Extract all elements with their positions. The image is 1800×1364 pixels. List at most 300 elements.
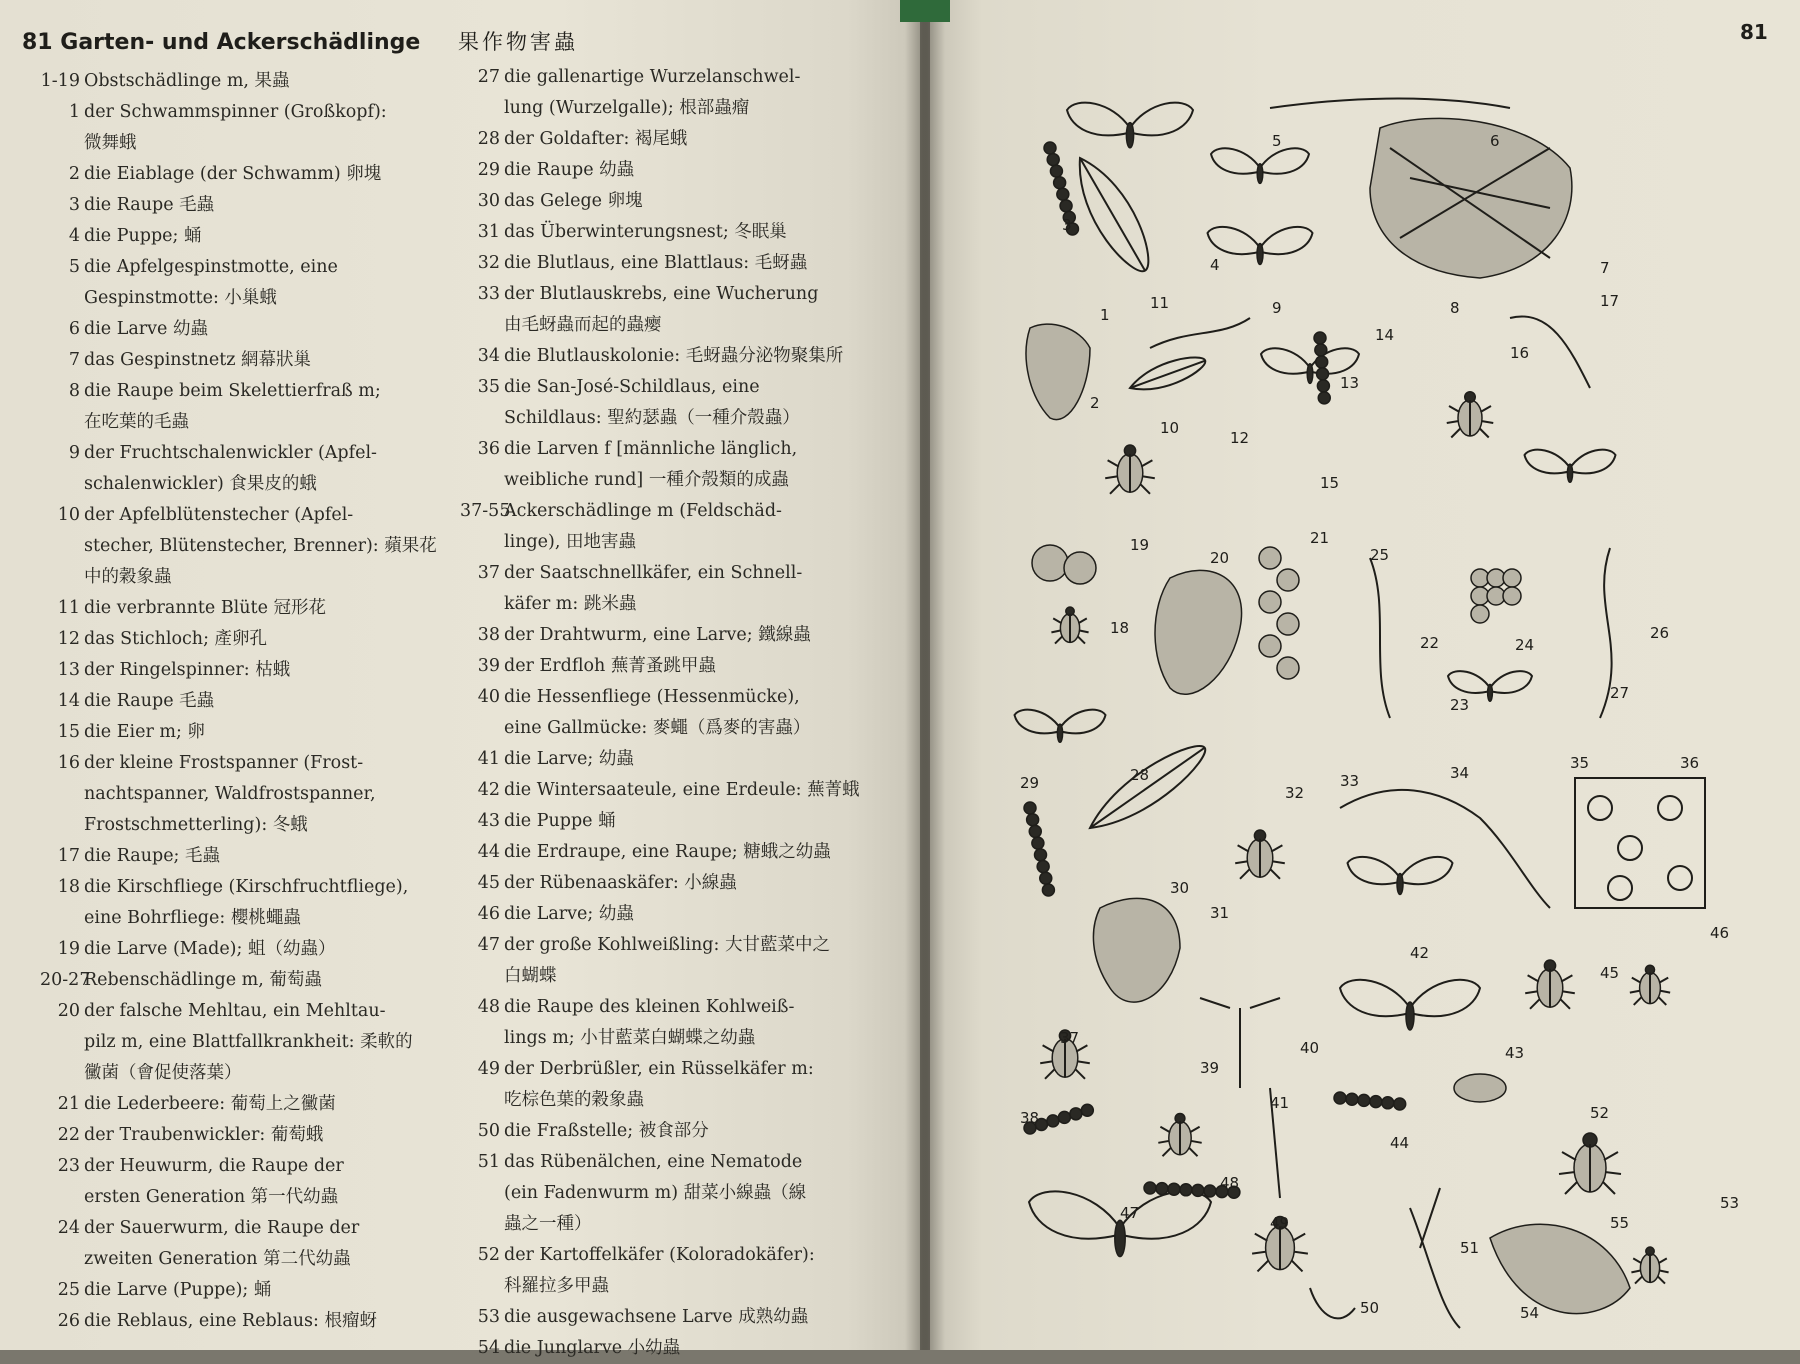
entry-text: der Blutlauskrebs, eine Wucherung [504,284,819,304]
flea-beetle-39-leg [1163,1148,1171,1156]
frost-moth-16-leg [1447,421,1459,423]
flea-beetle-39-leg [1189,1148,1197,1156]
moth-1-body [1126,123,1133,148]
legend-entry [40,624,460,655]
moth-22-wing-right [1490,671,1532,693]
entry-text: die Raupe; 毛蟲 [84,846,221,866]
entry-text: die Larve; 幼蟲 [504,904,634,924]
entry-number: 34 [477,346,500,366]
entry-continuation: lung (Wurzelgalle); 根部蟲瘤 [504,98,750,118]
moth-9-body [1257,244,1263,265]
entry-continuation: 科羅拉多甲蟲 [504,1276,609,1296]
entry-number: 10 [57,505,80,525]
caterpillar-48-segment [1144,1182,1156,1194]
entry-number: 7 [68,350,80,370]
entry-text: Ackerschädlinge m (Feldschäd- [504,501,782,521]
entry-text: Obstschädlinge m, 果蟲 [84,71,290,91]
entry-number: 18 [57,877,80,897]
entry-text: das Gelege 卵塊 [504,191,643,211]
flea-beetle-39-leg [1158,1141,1169,1143]
moth-13-wing-left [1261,348,1310,373]
figure-label: 3 [1062,216,1072,234]
fly-18-leg [1053,618,1061,623]
entry-number: 47 [477,935,500,955]
beetle-10-leg [1108,460,1119,466]
caterpillar-3-segment [1057,188,1069,200]
entry-number: 3 [68,195,80,215]
legend-entry [40,1151,460,1213]
entry-number: 49 [477,1059,500,1079]
potato-beetle-52-leg [1559,1172,1575,1174]
entry-text: die ausgewachsene Larve 成熟幼蟲 [504,1307,809,1327]
entry-text: die Eier m; 卵 [84,722,205,742]
legend-entry [40,841,460,872]
caterpillar-3-segment [1047,154,1059,166]
caterpillar-14-segment [1316,356,1328,368]
butterfly-47-body [1115,1220,1125,1256]
cutworm-44-segment [1334,1092,1346,1104]
larva-53-leg [1658,1276,1665,1283]
entry-number: 29 [477,160,500,180]
caterpillar-29-segment [1032,837,1044,849]
nest-31 [1093,898,1180,1002]
aphid-32-leg [1270,869,1280,879]
potato-beetle-52-leg [1604,1152,1618,1160]
entry-number: 37-55 [460,501,511,521]
legend-entry [460,775,900,806]
potato-beetle-52-leg [1603,1182,1615,1194]
beetle-10-leg [1105,476,1118,478]
entry-number: 35 [477,377,500,397]
legend-entry [40,500,460,593]
figure-label: 34 [1450,764,1470,782]
caterpillar-48-segment [1180,1184,1192,1196]
entry-text: Rebenschädlinge m, 葡萄蟲 [84,970,322,990]
entry-text: das Rübenälchen, eine Nematode [504,1152,803,1172]
cherry-19b [1064,552,1096,584]
figure-label: 1 [1100,306,1110,324]
legend-entry [460,248,900,279]
entry-number: 17 [57,846,80,866]
wireworm-38-segment [1081,1104,1093,1116]
moth-28-wing-right [1060,710,1106,734]
pupa-43 [1454,1074,1506,1102]
frost-moth-male-body [1567,464,1572,482]
beetle-37-leg [1040,1061,1053,1063]
entry-text: die Larve (Puppe); 蛹 [84,1280,272,1300]
caterpillar-14-segment [1315,344,1327,356]
moth-9-wing-left [1208,227,1261,254]
entry-text: die Larve (Made); 蛆（幼蟲） [84,939,336,959]
entry-number: 19 [57,939,80,959]
entry-continuation: lings m; 小甘藍菜白蝴蝶之幼蟲 [504,1028,756,1048]
figure-label: 2 [1090,394,1100,412]
entry-continuation: eine Gallmücke: 麥蠅（爲麥的害蟲） [504,718,811,738]
entry-text: die Erdraupe, eine Raupe; 糖蛾之幼蟲 [504,842,831,862]
twig-11 [1150,318,1250,348]
entry-number: 20 [57,1001,80,1021]
figure-label: 18 [1110,619,1130,637]
figure-label: 52 [1590,1104,1610,1122]
figure-label: 25 [1370,546,1390,564]
entry-text: die Apfelgespinstmotte, eine [84,257,338,277]
entry-continuation: stecher, Blütenstecher, Brenner): 蘋果花 [84,536,437,556]
legend-entry [40,314,460,345]
figure-label: 39 [1200,1059,1220,1077]
wireworm-38-segment [1047,1115,1059,1127]
aphid-32-leg [1271,845,1282,851]
figure-label: 54 [1520,1304,1540,1322]
entry-number: 13 [57,660,80,680]
legend-entry [460,1116,900,1147]
potato-beetle-52-leg [1565,1182,1577,1194]
entry-continuation: 吃棕色葉的穀象蟲 [504,1090,644,1110]
figure-label: 53 [1720,1194,1740,1212]
beetle-10-leg [1142,476,1155,478]
cutworm-44-segment [1346,1093,1358,1105]
cutworm-44-segment [1358,1094,1370,1106]
entry-text: der Ringelspinner: 枯蛾 [84,660,291,680]
figure-label: 48 [1220,1174,1240,1192]
entry-number: 16 [57,753,80,773]
entry-text: der Kartoffelkäfer (Koloradokäfer): [504,1245,815,1265]
entry-text: die Raupe des kleinen Kohlweiß- [504,997,795,1017]
entry-continuation: zweiten Generation 第二代幼蟲 [84,1249,351,1269]
figure-label: 12 [1230,429,1250,447]
entry-continuation: 白蝴蝶 [504,966,557,986]
entry-number: 8 [68,381,80,401]
entry-number: 12 [57,629,80,649]
frost-moth-16-leg [1451,429,1460,438]
entry-text: der Apfelblütenstecher (Apfel- [84,505,354,525]
entry-number: 24 [57,1218,80,1238]
frost-moth-16-leg [1481,406,1492,412]
entry-number: 53 [477,1307,500,1327]
entry-number: 23 [57,1156,80,1176]
figure-label: 45 [1600,964,1620,982]
legend-entry [460,155,900,186]
figure-label: 31 [1210,904,1230,922]
potato-beetle-52-leg [1605,1172,1621,1174]
grapes-22 [1471,605,1489,623]
figure-label: 5 [1272,132,1282,150]
legend-entry [460,930,900,992]
page-title-chinese: 果作物害蟲 [458,30,579,54]
entry-text: die Hessenfliege (Hessenmücke), [504,687,800,707]
legend-entry [40,996,460,1089]
larva-53-leg [1633,1258,1641,1263]
legend-entry [40,686,460,717]
figure-label: 27 [1610,684,1630,702]
entry-number: 46 [477,904,500,924]
entry-text: die Raupe 幼蟲 [504,160,635,180]
branch-33 [1340,790,1550,908]
scale-36 [1588,796,1612,820]
moth-42-wing-right [1410,980,1480,1016]
figure-label: 49 [1270,1214,1290,1232]
entry-text: die Kirschfliege (Kirschfruchtfliege), [84,877,409,897]
entry-number: 48 [477,997,500,1017]
beetle-10-leg [1110,484,1120,494]
cocoon-2 [1026,324,1090,419]
legend-entry [460,1054,900,1116]
legend-entry [40,1306,460,1337]
entry-text: die Blutlauskolonie: 毛蚜蟲分泌物聚集所 [504,346,844,366]
beetle-37-leg [1077,1061,1090,1063]
legend-entry [40,190,460,221]
entry-number: 5 [68,257,80,277]
larva-53-leg [1659,1270,1669,1272]
entry-text: die verbrannte Blüte 冠形花 [84,598,327,618]
entry-text: die Puppe; 蛹 [84,226,202,246]
figure-label: 37 [1060,1029,1080,1047]
web-nest-7 [1370,118,1572,278]
entry-number: 30 [477,191,500,211]
beetle-45-leg [1562,991,1575,993]
caterpillar-29-segment [1040,872,1052,884]
berry-21 [1259,635,1281,657]
entry-continuation: 中的穀象蟲 [84,567,172,587]
legend-column-left [40,66,460,1337]
entry-number: 32 [477,253,500,273]
legend-entry [460,744,900,775]
figure-label: 7 [1600,259,1610,277]
entry-number: 9 [68,443,80,463]
entry-text: die Blutlaus, eine Blattlaus: 毛蚜蟲 [504,253,808,273]
legend-entry [460,124,900,155]
caterpillar-29-segment [1029,825,1041,837]
entry-text: die Puppe 蛹 [504,811,616,831]
beetle-45-leg [1528,975,1539,981]
aphid-winged-body [1397,874,1403,895]
caterpillar-29-segment [1042,884,1054,896]
entry-text: der Drahtwurm, eine Larve; 鐵線蟲 [504,625,811,645]
page-title: 81 Garten- und Ackerschädlinge [22,30,421,55]
larva-46-leg [1634,997,1642,1005]
entry-text: der Sauerwurm, die Raupe der [84,1218,360,1238]
entry-text: die Raupe 毛蟲 [84,195,215,215]
book-gutter [905,0,945,1350]
cutworm-44-segment [1370,1096,1382,1108]
larva-53-leg [1658,1258,1666,1263]
entry-text: das Überwinterungsnest; 冬眠巢 [504,222,787,242]
entry-number: 22 [57,1125,80,1145]
legend-entry [460,496,900,558]
entry-number: 45 [477,873,500,893]
entry-text: das Stichloch; 產卵孔 [84,629,268,649]
frost-moth-16-leg [1480,429,1489,438]
wireworm-38-segment [1070,1108,1082,1120]
beetle-10-leg [1141,460,1152,466]
legend-entry [460,620,900,651]
fly-18-leg [1079,630,1089,632]
legend-entry [460,341,900,372]
figure-label: 36 [1680,754,1700,772]
moth-5-body [1257,164,1263,184]
beetle-45-leg [1530,999,1540,1009]
leaf-50 [1310,1288,1355,1318]
legend-entry [40,593,460,624]
figure-label: 43 [1505,1044,1525,1062]
figure-label: 13 [1340,374,1360,392]
entry-number: 44 [477,842,500,862]
larva-46-leg [1659,978,1668,983]
entry-text: die Larve 幼蟲 [84,319,208,339]
entry-text: die Wintersaateule, eine Erdeule: 蕪菁蛾 [504,780,860,800]
entry-text: die Larven f [männliche länglich, [504,439,798,459]
entry-continuation: 由毛蚜蟲而起的蟲瘿 [504,315,662,335]
figure-label: 42 [1410,944,1430,962]
legend-entry [40,1089,460,1120]
legend-entry [40,934,460,965]
beetle-45-leg [1560,999,1570,1009]
entry-number: 4 [68,226,80,246]
figure-label: 4 [1210,256,1220,274]
legend-entry [40,717,460,748]
entry-number: 25 [57,1280,80,1300]
legend-entry [40,1213,460,1275]
moth-22-wing-left [1448,671,1490,693]
entry-text: das Gespinstnetz 網幕狀巢 [84,350,312,370]
figure-label: 16 [1510,344,1530,362]
moth-13-body [1307,364,1313,384]
weevil-49-leg [1255,1234,1268,1241]
entry-text: die Lederbeere: 葡萄上之黴菌 [84,1094,336,1114]
entry-number: 27 [477,67,500,87]
larva-53-leg [1631,1270,1641,1272]
larva-53-leg [1635,1276,1642,1283]
beetle-45-leg [1561,975,1572,981]
moth-42-wing-left [1340,980,1410,1016]
figure-label: 9 [1272,299,1282,317]
entry-continuation: 微舞蛾 [84,133,137,153]
entry-number: 6 [68,319,80,339]
entry-text: der Goldafter: 褐尾蛾 [504,129,688,149]
figure-label: 20 [1210,549,1230,567]
figure-label: 10 [1160,419,1180,437]
figure-label: 32 [1285,784,1305,802]
weevil-49-leg [1252,1252,1266,1254]
entry-text: der Rübenaaskäfer: 小線蟲 [504,873,737,893]
beetle-37-leg [1075,1069,1085,1079]
figure-label: 47 [1120,1204,1140,1222]
scale-36 [1618,836,1642,860]
entry-continuation: Schildlaus: 聖約瑟蟲（一種介殼蟲） [504,408,800,428]
figure-label: 17 [1600,292,1620,310]
figure-label: 33 [1340,772,1360,790]
entry-continuation: Gespinstmotte: 小巢蛾 [84,288,277,308]
moth-9-wing-right [1260,227,1313,254]
larva-46-leg [1658,997,1666,1005]
grapes-22 [1503,569,1521,587]
weevil-49-leg [1294,1252,1308,1254]
entry-continuation: (ein Fadenwurm m) 甜菜小線蟲（線 [504,1183,807,1203]
caterpillar-48-segment [1192,1184,1204,1196]
caterpillar-14-segment [1317,380,1329,392]
vine-25 [1370,558,1390,718]
flea-beetle-39-leg [1160,1127,1170,1133]
legend-entry [40,872,460,934]
entry-text: die Reblaus, eine Reblaus: 根瘤蚜 [84,1311,377,1331]
pest-illustration-plate [1010,88,1750,1338]
flea-beetle-39-leg [1191,1141,1202,1143]
legend-entry [460,62,900,124]
entry-continuation: käfer m: 跳米蟲 [504,594,637,614]
figure-label: 28 [1130,766,1150,784]
entry-text: der große Kohlweißling: 大甘藍菜中之 [504,935,830,955]
figure-label: 11 [1150,294,1170,312]
entry-continuation: weibliche rund] 一種介殼類的成蟲 [504,470,789,490]
legend-entry [460,186,900,217]
caterpillar-3-segment [1050,165,1062,177]
wireworm-38-segment [1058,1111,1070,1123]
entry-continuation: pilz m, eine Blattfallkrankheit: 柔軟的 [84,1032,413,1052]
legend-entry [460,558,900,620]
entry-number: 20-27 [40,970,91,990]
entry-text: der falsche Mehltau, ein Mehltau- [84,1001,386,1021]
entry-continuation: 蟲之一種） [504,1214,592,1234]
entry-number: 42 [477,780,500,800]
entry-text: die Larve; 幼蟲 [504,749,634,769]
weevil-49-leg [1292,1261,1303,1272]
entry-number: 28 [477,129,500,149]
figure-label: 51 [1460,1239,1480,1257]
beetle-37-leg [1043,1045,1054,1051]
caterpillar-29-segment [1027,814,1039,826]
moth-28-body [1057,724,1062,742]
figure-label: 41 [1270,1094,1290,1112]
entry-continuation: Frostschmetterling): 冬蛾 [84,815,308,835]
entry-number: 40 [477,687,500,707]
legend-entry [460,1333,900,1364]
legend-entry [460,434,900,496]
entry-number: 38 [477,625,500,645]
entry-text: der Derbrüßler, ein Rüsselkäfer m: [504,1059,814,1079]
entry-continuation: eine Bohrfliege: 櫻桃蠅蟲 [84,908,301,928]
entry-number: 43 [477,811,500,831]
entry-text: der Traubenwickler: 葡萄蛾 [84,1125,324,1145]
legend-entry [40,1275,460,1306]
entry-number: 15 [57,722,80,742]
figure-label: 8 [1450,299,1460,317]
entry-number: 14 [57,691,80,711]
figure-label: 30 [1170,879,1190,897]
entry-text: die gallenartige Wurzelanschwel- [504,67,801,87]
entry-number: 2 [68,164,80,184]
moth-22-body [1488,684,1493,701]
legend-entry [40,748,460,841]
spine-green-strip [900,0,950,22]
figure-label: 23 [1450,696,1470,714]
legend-entry [460,682,900,744]
entry-text: die San-José-Schildlaus, eine [504,377,760,397]
entry-number: 21 [57,1094,80,1114]
legend-entry [460,992,900,1054]
frost-moth-16-leg [1481,421,1493,423]
branch-6 [1270,99,1510,108]
figure-label: 35 [1570,754,1590,772]
aphid-winged-wing-right [1400,857,1453,884]
figure-label: 15 [1320,474,1340,492]
aphid-32-leg [1238,845,1249,851]
caterpillar-29-segment [1037,861,1049,873]
figure-label: 22 [1420,634,1440,652]
caterpillar-29-segment [1035,849,1047,861]
leaf-54 [1490,1224,1630,1313]
weevil-49-leg [1293,1234,1306,1241]
entry-number: 36 [477,439,500,459]
scale-36 [1608,876,1632,900]
